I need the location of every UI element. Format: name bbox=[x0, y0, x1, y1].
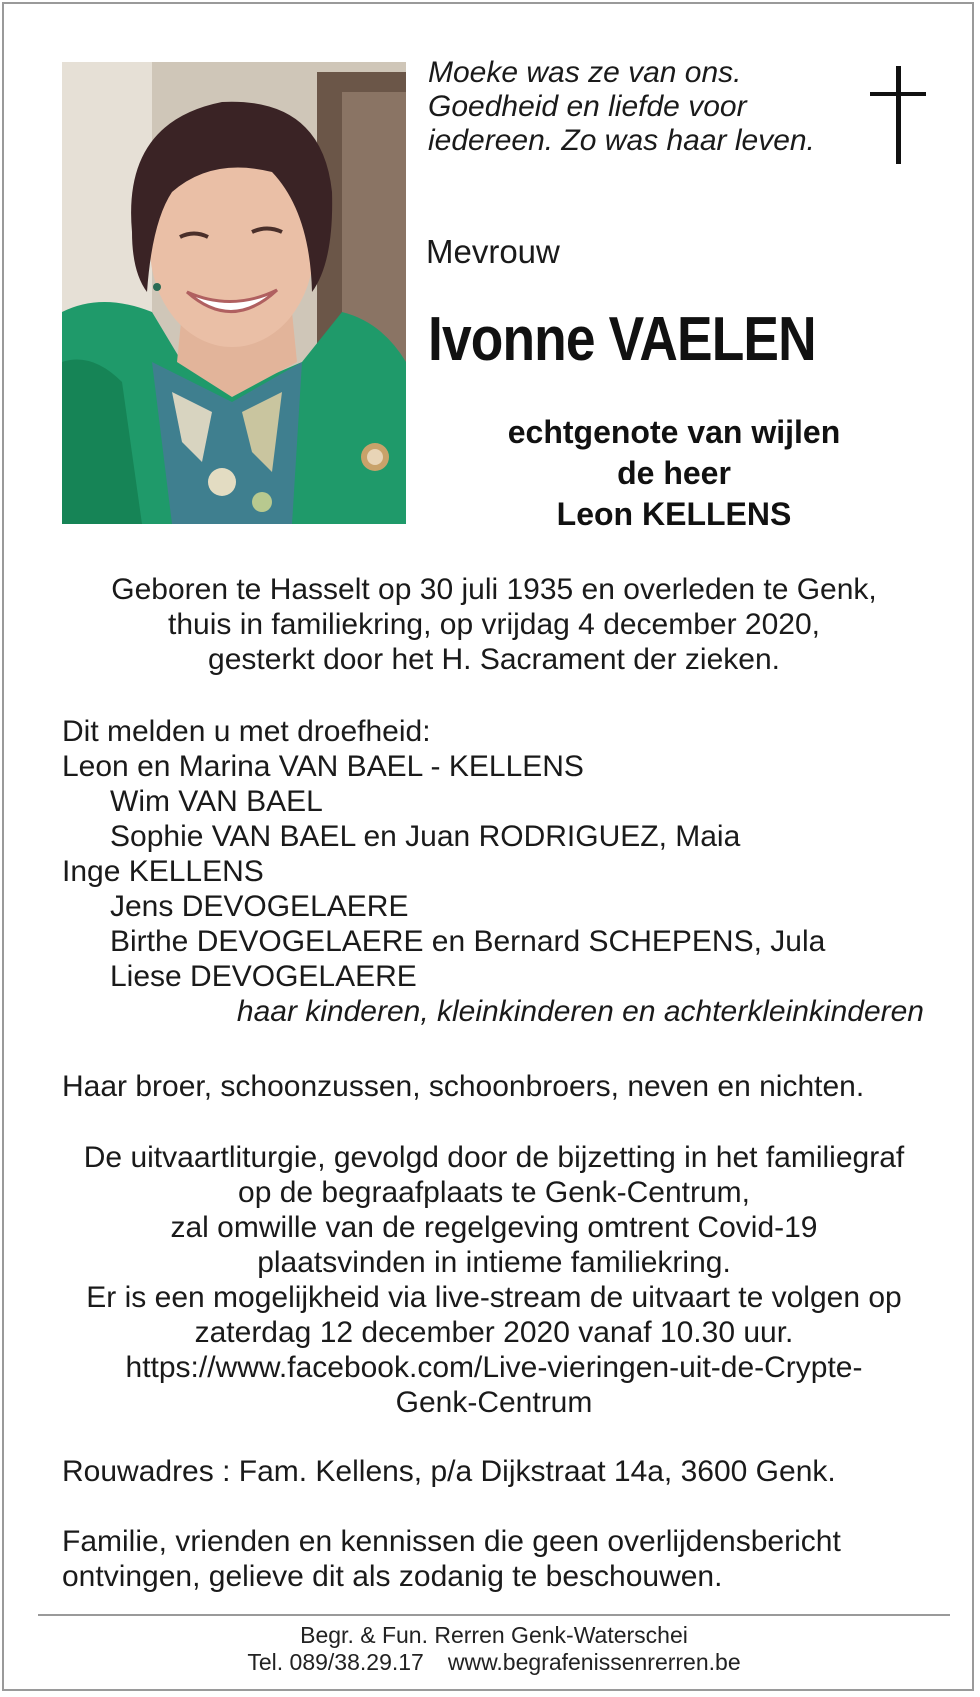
birth-death-info bbox=[34, 572, 954, 677]
family-list bbox=[62, 714, 942, 1029]
quote-line: iedereen. Zo was haar leven. bbox=[428, 124, 815, 157]
footer-divider bbox=[38, 1614, 950, 1616]
spouse-line: Leon KELLENS bbox=[556, 496, 792, 532]
funeral-line: zaterdag 12 december 2020 vanaf 10.30 uur. bbox=[194, 1316, 794, 1349]
livestream-link[interactable]: https://www.facebook.com/Live-vieringen-uit-de-Crypte- bbox=[125, 1351, 863, 1384]
deceased-name: Ivonne VAELEN bbox=[428, 305, 816, 374]
family-intro: Dit melden u met droefheid: bbox=[62, 715, 431, 748]
funeral-home-website[interactable]: www.begrafenissenrerren.be bbox=[447, 1649, 741, 1675]
funeral-line: Er is een mogelijkheid via live-stream de uitvaart te volgen op bbox=[86, 1281, 902, 1314]
spouse-line: echtgenote van wijlen bbox=[507, 414, 841, 450]
family-member: Wim VAN BAEL bbox=[110, 785, 323, 818]
family-member: Jens DEVOGELAERE bbox=[110, 890, 409, 923]
birth-death-line: gesterkt door het H. Sacrament der zieken. bbox=[208, 643, 780, 676]
birth-death-line: Geboren te Hasselt op 30 juli 1935 en overleden te Genk, bbox=[111, 573, 877, 606]
family-member: Sophie VAN BAEL en Juan RODRIGUEZ, Maia bbox=[110, 820, 741, 853]
other-relatives-text: Haar broer, schoonzussen, schoonbroers, neven en nichten. bbox=[62, 1070, 865, 1103]
funeral-home-phone: Tel. 089/38.29.17 bbox=[247, 1649, 424, 1675]
quote-line: Goedheid en liefde voor bbox=[428, 90, 747, 123]
quote-line: Moeke was ze van ons. bbox=[428, 56, 742, 89]
family-relation: haar kinderen, kleinkinderen en achterkleinkinderen bbox=[236, 995, 924, 1028]
honorific-title: Mevrouw bbox=[426, 233, 560, 270]
notice-text bbox=[62, 1524, 942, 1594]
funeral-line: zal omwille van de regelgeving omtrent Covid-19 bbox=[170, 1211, 818, 1244]
spouse-line: de heer bbox=[617, 455, 731, 491]
memorial-quote bbox=[428, 56, 828, 158]
death-notice-card bbox=[2, 2, 974, 1691]
family-member: Liese DEVOGELAERE bbox=[110, 960, 417, 993]
funeral-line: op de begraafplaats te Genk-Centrum, bbox=[238, 1176, 750, 1209]
latin-cross-icon bbox=[870, 66, 926, 164]
funeral-home-footer bbox=[34, 1622, 954, 1676]
mourning-address bbox=[62, 1454, 942, 1489]
family-member: Inge KELLENS bbox=[62, 855, 264, 888]
funeral-info bbox=[34, 1140, 954, 1420]
portrait-photo bbox=[62, 62, 406, 524]
birth-death-line: thuis in familiekring, op vrijdag 4 december 2020, bbox=[167, 608, 821, 641]
livestream-link[interactable]: Genk-Centrum bbox=[395, 1386, 593, 1419]
family-member: Leon en Marina VAN BAEL - KELLENS bbox=[62, 750, 584, 783]
notice-line: Familie, vrienden en kennissen die geen overlijdensbericht bbox=[62, 1525, 841, 1558]
funeral-line: De uitvaartliturgie, gevolgd door de bijzetting in het familiegraf bbox=[83, 1141, 905, 1174]
address-text: Rouwadres : Fam. Kellens, p/a Dijkstraat 14a, 3600 Genk. bbox=[62, 1455, 836, 1488]
family-member: Birthe DEVOGELAERE en Bernard SCHEPENS, Jula bbox=[110, 925, 826, 958]
spouse-info bbox=[444, 412, 904, 535]
funeral-home-contact bbox=[34, 1649, 954, 1676]
notice-line: ontvingen, gelieve dit als zodanig te beschouwen. bbox=[62, 1560, 723, 1593]
funeral-line: plaatsvinden in intieme familiekring. bbox=[257, 1246, 731, 1279]
portrait-illustration bbox=[62, 62, 406, 524]
other-relatives bbox=[62, 1069, 942, 1104]
funeral-home-name: Begr. & Fun. Rerren Genk-Waterschei bbox=[300, 1622, 688, 1648]
